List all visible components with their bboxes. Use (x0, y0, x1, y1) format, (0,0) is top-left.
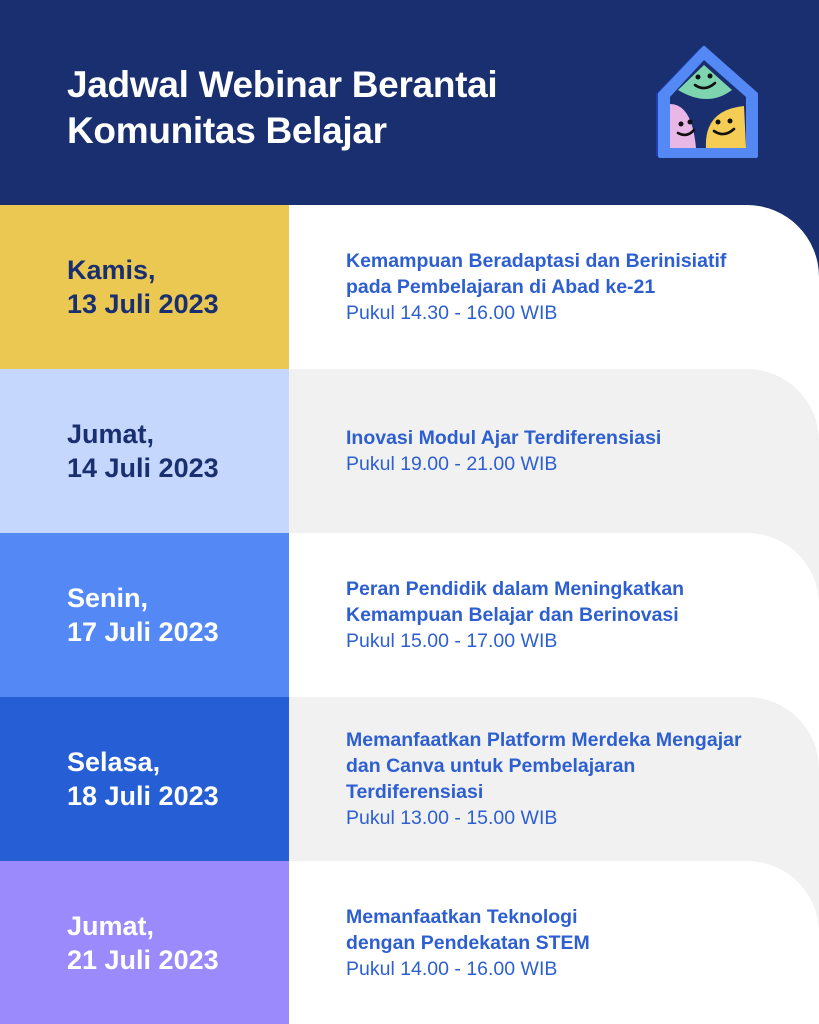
day: Senin, (67, 583, 149, 613)
day: Kamis, (67, 255, 156, 285)
topic-line: Kemampuan Beradaptasi dan Berinisiatif (346, 250, 727, 272)
schedule-row (0, 205, 819, 369)
topic-line: pada Pembelajaran di Abad ke-21 (346, 276, 656, 298)
date-cell (0, 533, 289, 697)
session-time: Pukul 15.00 - 17.00 WIB (346, 630, 558, 652)
title-line-2: Komunitas Belajar (67, 110, 387, 151)
date-cell (0, 205, 289, 369)
date-cell (0, 861, 289, 1024)
session-panel (289, 697, 819, 861)
session-time: Pukul 14.30 - 16.00 WIB (346, 302, 558, 324)
day: Jumat, (67, 419, 155, 449)
topic-line: Terdiferensiasi (346, 781, 484, 803)
date: 13 Juli 2023 (67, 289, 219, 319)
house-logo-icon (648, 44, 760, 160)
schedule-row (0, 369, 819, 533)
date-cell (0, 369, 289, 533)
schedule-row (0, 697, 819, 861)
date: 14 Juli 2023 (67, 453, 219, 483)
date-cell (0, 697, 289, 861)
topic-line: Memanfaatkan Platform Merdeka Mengajar (346, 729, 742, 751)
schedule-row (0, 861, 819, 1024)
session-panel (289, 861, 819, 1024)
session-panel (289, 533, 819, 697)
header (0, 0, 819, 205)
topic-line: dan Canva untuk Pembelajaran (346, 755, 636, 777)
session-time: Pukul 14.00 - 16.00 WIB (346, 957, 558, 980)
schedule-row (0, 533, 819, 697)
session-panel (289, 205, 819, 369)
session-time: Pukul 13.00 - 15.00 WIB (346, 807, 558, 829)
date: 17 Juli 2023 (67, 617, 219, 647)
day: Selasa, (67, 747, 161, 777)
page-title (67, 62, 497, 154)
title-line-1: Jadwal Webinar Berantai (67, 64, 498, 105)
session-time: Pukul 19.00 - 21.00 WIB (346, 453, 558, 475)
topic-line: dengan Pendekatan STEM (346, 931, 590, 954)
day: Jumat, (67, 910, 155, 941)
date: 21 Juli 2023 (67, 944, 219, 975)
date: 18 Juli 2023 (67, 781, 219, 811)
session-panel (289, 369, 819, 533)
topic-line: Inovasi Modul Ajar Terdiferensiasi (346, 427, 662, 449)
topic-line: Peran Pendidik dalam Meningkatkan (346, 578, 685, 600)
topic-line: Kemampuan Belajar dan Berinovasi (346, 604, 679, 626)
topic-line: Memanfaatkan Teknologi (346, 905, 578, 928)
